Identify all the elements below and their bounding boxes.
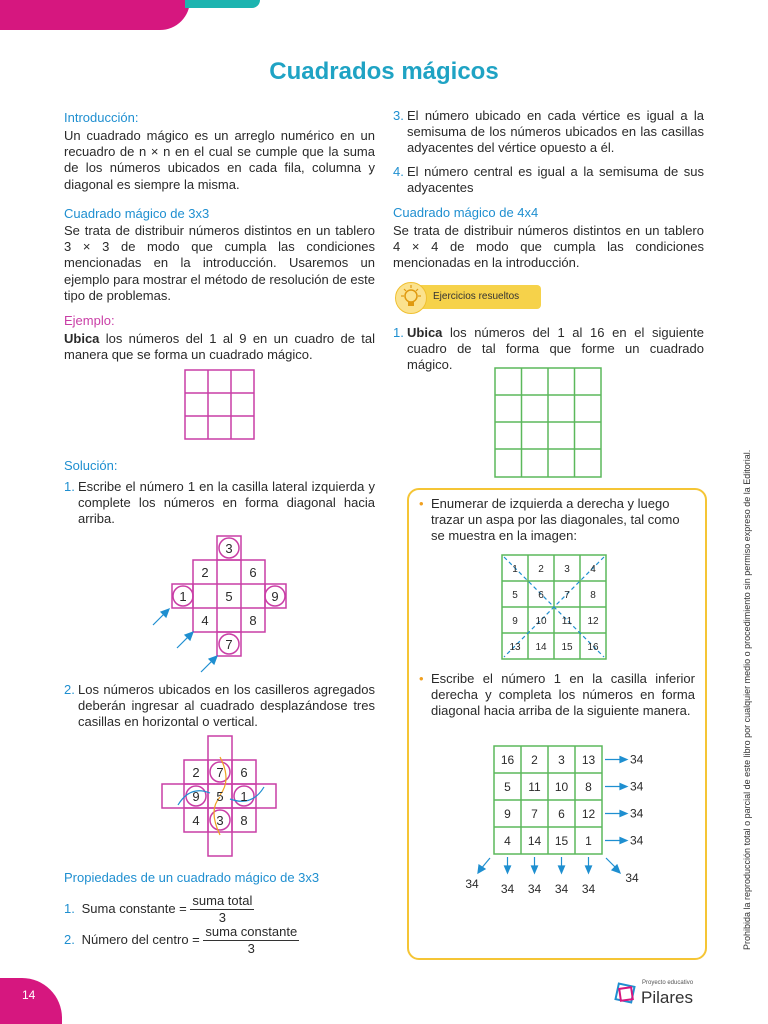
solucion-heading: Solución: [64, 458, 118, 473]
magic-square-cell: 12 [581, 807, 596, 821]
magic-square-cell: 11 [528, 780, 541, 794]
item3-number: 3. [393, 108, 404, 123]
step2-text: Los números ubicados en los casilleros agregados deberán ingresar al cuadrado desplazándose tres casillas en horizontal o vertical. [78, 682, 375, 730]
d2-cell: 6 [240, 765, 248, 780]
page-title: Cuadrados mágicos [269, 58, 499, 85]
empty-4x4-grid [494, 367, 602, 479]
top-decoration-bar [0, 0, 190, 30]
d2-cell: 3 [216, 813, 224, 828]
d1-cell: 2 [201, 565, 209, 580]
numbered-grid-cell: 13 [509, 642, 521, 653]
numbered-grid-cell: 1 [512, 564, 518, 575]
ejercicios-label: Ejercicios resueltos [433, 291, 520, 302]
d1-cell: 1 [179, 589, 187, 604]
row-sum: 34 [630, 806, 644, 821]
brand-name: Pilares [641, 988, 693, 1007]
magic-square-cell: 4 [504, 834, 511, 848]
p2-number: 2. [64, 932, 75, 948]
row-sum-arrowhead [620, 838, 627, 844]
numbered-grid-cell: 2 [538, 564, 544, 575]
bullet-1 [419, 496, 695, 545]
numbered-grid-cell: 10 [535, 616, 547, 627]
col-sum-arrowhead [559, 866, 565, 873]
magic-square-cell: 6 [558, 807, 565, 821]
bullet2-text: Escribe el número 1 en la casilla inferior derecha y completa los números en forma diagonal hacia arriba de la siguiente manera. [431, 671, 695, 719]
numbered-grid-cell: 5 [512, 590, 518, 601]
magic-square-cell: 10 [554, 780, 569, 794]
ejemplo-text [64, 331, 375, 363]
magic-square-cell: 8 [585, 780, 592, 794]
col-sum: 34 [500, 882, 515, 896]
lightbulb-icon [395, 282, 427, 314]
d1-cell: 6 [249, 565, 257, 580]
section3-heading: Cuadrado mágico de 3x3 [64, 206, 210, 221]
magic-square-cell: 16 [500, 753, 515, 767]
pilares-logo-icon [614, 982, 638, 1006]
p1-number: 1. [64, 901, 75, 917]
diag-right-sum: 34 [625, 871, 639, 885]
section3-text: Se trata de distribuir números distintos en un tablero 3 × 3 de modo que cumpla las condiciones mencionadas en la introducción. Usaremos un ejemplo para mostrar el método de resolución de este tipo de problemas. [64, 223, 375, 303]
magic-square-cell: 2 [531, 753, 538, 767]
step2-number: 2. [64, 682, 75, 697]
bullet1-text: Enumerar de izquierda a derecha y luego trazar un aspa por las diagonales, tal como se muestra en la imagen: [431, 496, 680, 544]
d2-cell: 1 [240, 789, 248, 804]
ex1-number: 1. [393, 325, 404, 340]
empty-3x3-grid [184, 369, 256, 441]
col-sum: 34 [554, 882, 569, 896]
p2-fraction [203, 924, 299, 957]
step1-text: Escribe el número 1 en la casilla lateral izquierda y complete los números en forma diagonal hacia arriba. [78, 479, 375, 527]
p1-numerator: suma total [190, 893, 254, 910]
d2-cell: 4 [192, 813, 200, 828]
solucion-step-2 [64, 682, 375, 731]
d1-cell: 3 [225, 541, 233, 556]
step1-number: 1. [64, 479, 75, 494]
p1-fraction [190, 893, 254, 926]
item3-text: El número ubicado en cada vértice es igual a la semisuma de los números ubicados en las casillas adyacentes del vértice opuesto a él. [407, 108, 704, 156]
magic-square-cell: 5 [504, 780, 511, 794]
magic-square-cell: 1 [585, 834, 592, 848]
propiedades-heading: Propiedades de un cuadrado mágico de 3x3 [64, 870, 320, 885]
col-sum-arrowhead [532, 866, 538, 873]
propiedad-1 [64, 893, 254, 926]
property-4 [393, 164, 704, 196]
p2-label: Número del centro = [81, 932, 200, 948]
ejercicios-resueltos-banner [395, 282, 545, 314]
magic-square-cell: 15 [554, 834, 569, 848]
page-number: 14 [22, 988, 36, 1002]
bullet-2 [419, 671, 695, 720]
ex1-bold: Ubica [407, 325, 443, 340]
numbered-grid-cell: 16 [587, 642, 599, 653]
d2-cell: 5 [216, 789, 224, 804]
d1-cell: 4 [201, 613, 209, 628]
numbered-grid-cell: 12 [587, 616, 599, 627]
ex1-body: los números del 1 al 16 en el siguiente cuadro de tal forma que forme un cuadrado mágico. [407, 325, 704, 373]
col-sum-arrowhead [505, 866, 511, 873]
magic-square-cell: 9 [504, 807, 511, 821]
numbered-grid-cell: 8 [590, 590, 596, 601]
p1-denominator: 3 [218, 910, 227, 926]
col-sum-arrowhead [586, 866, 592, 873]
d1-cell: 7 [225, 637, 233, 652]
diag-left-sum: 34 [465, 877, 479, 891]
row-sum-arrowhead [620, 757, 627, 763]
row-sum: 34 [630, 752, 644, 767]
d1-cell: 5 [225, 589, 233, 604]
bullet-dot: • [419, 671, 424, 686]
magic-square-cell: 13 [581, 753, 596, 767]
intro-text: Un cuadrado mágico es un arreglo numérico en un recuadro de n × n en el cual se cumple que la suma de los números ubicados en cada fila, columna y diagonal es siempre la misma. [64, 128, 375, 192]
publisher-logo [614, 978, 704, 1012]
p2-numerator: suma constante [203, 924, 299, 941]
ejemplo-bold: Ubica [64, 331, 100, 346]
section4-heading: Cuadrado mágico de 4x4 [393, 205, 539, 220]
magic-square-cell: 7 [531, 807, 538, 821]
numbered-grid-cell: 15 [561, 642, 573, 653]
row-sum-arrowhead [620, 811, 627, 817]
d2-cell: 2 [192, 765, 200, 780]
diagram-step-2 [160, 735, 280, 857]
d2-cell: 9 [192, 789, 200, 804]
solucion-step-1 [64, 479, 375, 528]
property-3 [393, 108, 704, 157]
magic-square-cell: 14 [527, 834, 542, 848]
p2-denominator: 3 [247, 941, 255, 957]
d2-cell: 7 [216, 765, 224, 780]
section4-text: Se trata de distribuir números distintos en un tablero 4 × 4 de modo que cumpla las condiciones mencionadas en la introducción. [393, 223, 704, 271]
numbered-4x4-grid [501, 554, 609, 662]
item4-number: 4. [393, 164, 404, 179]
numbered-grid-cell: 6 [538, 590, 544, 601]
numbered-grid-cell: 9 [512, 616, 518, 627]
ejemplo-body: los números del 1 al 9 en un cuadro de tal manera que se forma un cuadrado mágico. [64, 331, 375, 363]
bullet-dot: • [419, 496, 424, 511]
numbered-grid-cell: 3 [564, 564, 570, 575]
numbered-grid-cell: 4 [590, 564, 596, 575]
brand-small-text: Proyecto educativo [642, 980, 694, 986]
row-sum: 34 [630, 833, 644, 848]
diagram-step-1 [145, 533, 295, 678]
item4-text: El número central es igual a la semisuma de sus adyacentes [407, 164, 704, 196]
numbered-grid-cell: 11 [561, 616, 573, 627]
col-sum: 34 [581, 882, 596, 896]
d1-cell: 8 [249, 613, 257, 628]
p1-label: Suma constante = [81, 901, 187, 917]
magic-square-cell: 3 [558, 753, 565, 767]
propiedad-2 [64, 924, 299, 957]
intro-heading: Introducción: [64, 110, 139, 125]
numbered-grid-cell: 14 [535, 642, 547, 653]
ejemplo-heading: Ejemplo: [64, 313, 115, 328]
copyright-side-note: Prohibida la reproducción total o parcial de este libro por cualquier medio o procedimiento sin permiso expreso de la Editorial. [742, 449, 752, 950]
row-sum: 34 [630, 779, 644, 794]
row-sum-arrowhead [620, 784, 627, 790]
solved-magic-square [450, 742, 682, 898]
top-decoration-accent [185, 0, 260, 8]
numbered-grid-cell: 7 [564, 590, 570, 601]
d1-cell: 9 [271, 589, 279, 604]
col-sum: 34 [527, 882, 542, 896]
d2-cell: 8 [240, 813, 248, 828]
